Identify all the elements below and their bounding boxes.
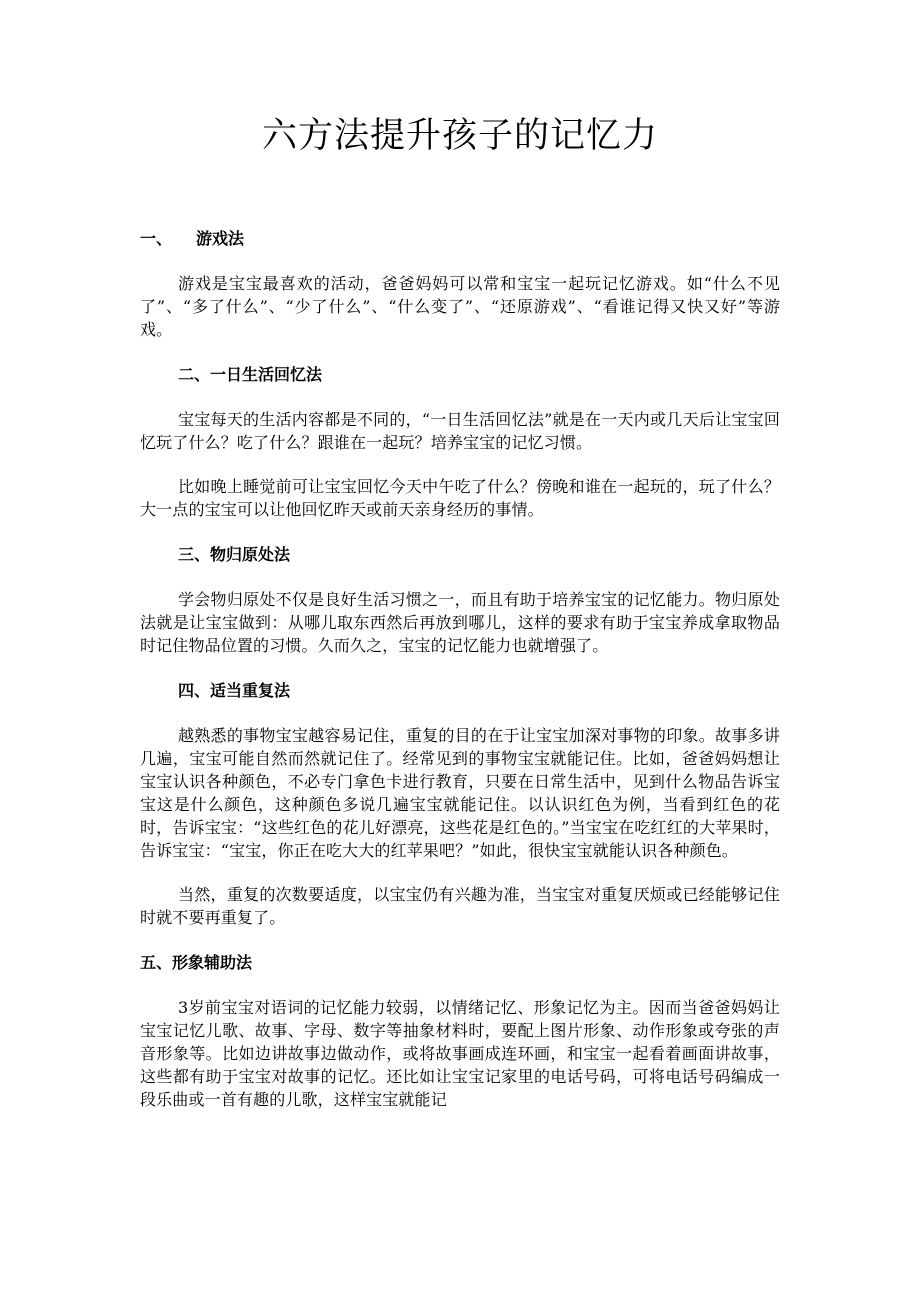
document-title: 六方法提升孩子的记忆力	[261, 116, 658, 156]
section-3-paragraph-1: 学会物归原处不仅是良好生活习惯之一，而且有助于培养宝宝的记忆能力。物归原处法就是让宝宝做到：从哪儿取东西然后再放到哪儿，这样的要求有助于宝宝养成拿取物品时记住物品位置的习惯。久而久之，宝宝的记忆能力也就增强了。	[140, 590, 780, 655]
section-2-heading: 二、一日生活回忆法	[178, 365, 323, 384]
section-5-heading: 五、形象辅助法	[140, 953, 253, 972]
section-4-heading: 四、适当重复法	[178, 681, 291, 700]
section-4-paragraph-1: 越熟悉的事物宝宝越容易记住，重复的目的在于让宝宝加深对事物的印象。故事多讲几遍，宝宝可能自然而然就记住了。经常见到的事物宝宝就能记住。比如，爸爸妈妈想让宝宝认识各种颜色，不必专门拿色卡进行教育，只要在日常生活中，见到什么物品告诉宝宝这是什么颜色，这种颜色多说几遍宝宝就能记住。以认识红色为例，当看到红色的花时，告诉宝宝：“这些红色的花儿好漂亮，这些花是红色的。”当宝宝在吃红红的大苹果时，告诉宝宝：“宝宝，你正在吃大大的红苹果吧？”如此，很快宝宝就能认识各种颜色。	[140, 726, 780, 860]
section-2-paragraph-2: 比如晚上睡觉前可让宝宝回忆今天中午吃了什么？傍晚和谁在一起玩的，玩了什么？大一点的宝宝可以让他回忆昨天或前天亲身经历的事情。	[140, 477, 780, 519]
section-1-number: 一、	[140, 229, 173, 248]
section-2-paragraph-1: 宝宝每天的生活内容都是不同的，“一日生活回忆法”就是在一天内或几天后让宝宝回忆玩了什么？吃了什么？跟谁在一起玩？培养宝宝的记忆习惯。	[140, 410, 780, 452]
section-1-heading	[140, 226, 780, 252]
document-body	[140, 226, 780, 1111]
section-1-paragraph-1: 游戏是宝宝最喜欢的活动，爸爸妈妈可以常和宝宝一起玩记忆游戏。如“什么不见了”、“多了什么”、“少了什么”、“什么变了”、“还原游戏”、“看谁记得又快又好”等游戏。	[140, 274, 780, 339]
section-3-heading: 三、物归原处法	[178, 545, 291, 564]
section-4-paragraph-2: 当然，重复的次数要适度，以宝宝仍有兴趣为准，当宝宝对重复厌烦或已经能够记住时就不要再重复了。	[140, 885, 780, 927]
section-1-title: 游戏法	[196, 229, 245, 248]
section-5-paragraph-1: 3岁前宝宝对语词的记忆能力较弱，以情绪记忆、形象记忆为主。因而当爸爸妈妈让宝宝记忆儿歌、故事、字母、数字等抽象材料时，要配上图片形象、动作形象或夸张的声音形象等。比如边讲故事边做动作，或将故事画成连环画，和宝宝一起看着画面讲故事，这些都有助于宝宝对故事的记忆。还比如让宝宝记家里的电话号码，可将电话号码编成一段乐曲或一首有趣的儿歌，这样宝宝就能记	[140, 998, 780, 1109]
